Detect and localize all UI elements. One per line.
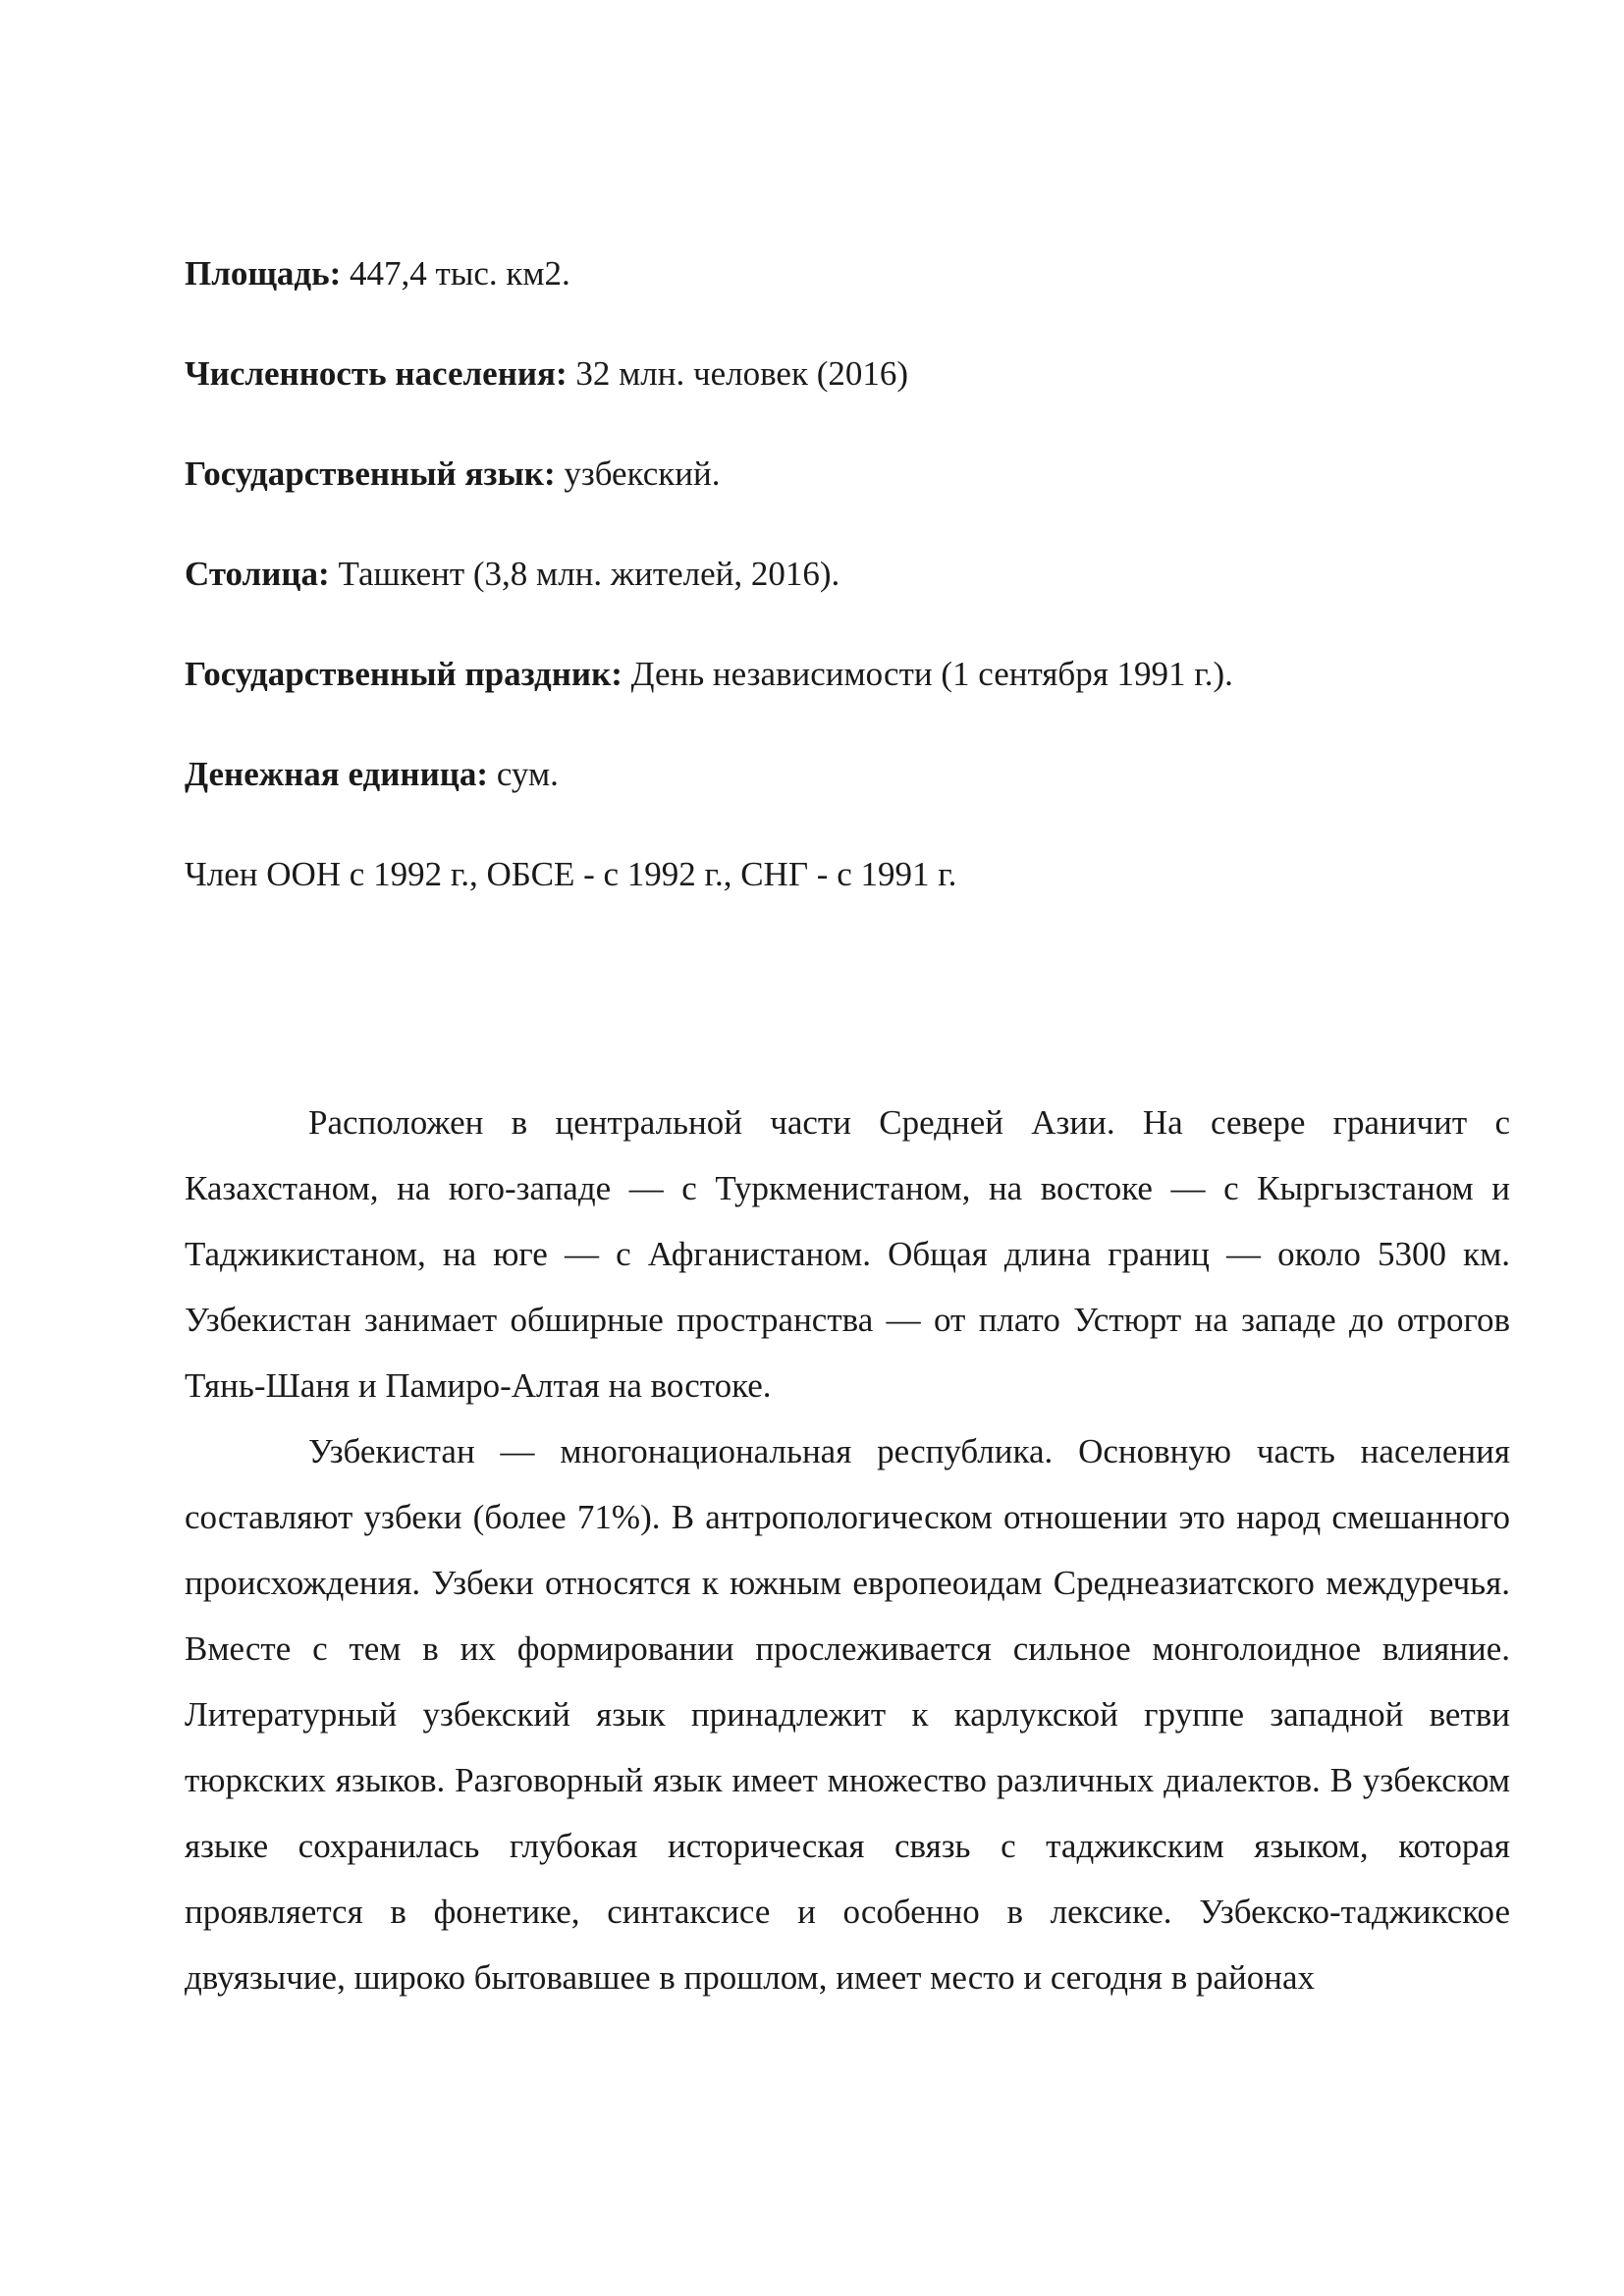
body-text [185, 1090, 1510, 2010]
fact-currency [185, 754, 1510, 795]
fact-label: Численность населения: [185, 354, 568, 393]
fact-label: Государственный праздник: [185, 655, 623, 693]
fact-capital [185, 554, 1510, 595]
fact-holiday [185, 654, 1510, 695]
fact-value: 32 млн. человек (2016) [567, 354, 909, 393]
paragraph-population: Узбекистан — многонациональная республика. Основную часть населения составляют узбеки (более 71%). В антропологическом отношении это народ смешанного происхождения. Узбеки относятся к южным европеоидам Среднеазиатского междуречья. Вместе с тем в их формировании прослеживается сильное монголоидное влияние. Литературный узбекский язык принадлежит к карлукской группе западной ветви тюркских языков. Разговорный язык имеет множество различных диалектов. В узбекском языке сохранилась глубокая историческая связь с таджикским языком, которая проявляется в фонетике, синтаксисе и особенно в лексике. Узбекско-таджикское двуязычие, широко бытовавшее в прошлом, имеет место и сегодня в районах [185, 1432, 1510, 1997]
fact-label: Государственный язык: [185, 454, 556, 493]
fact-value: День независимости (1 сентября 1991 г.). [622, 655, 1233, 693]
fact-label: Столица: [185, 555, 330, 593]
fact-value: Ташкент (3,8 млн. жителей, 2016). [329, 555, 840, 593]
fact-population [185, 353, 1510, 395]
fact-value: сум. [488, 755, 559, 793]
paragraph-geography: Расположен в центральной части Средней Азии. На севере граничит с Казахстаном, на юго-западе — с Туркменистаном, на востоке — с Кыргызстаном и Таджикистаном, на юге — с Афганистаном. Общая длина границ — около 5300 км. Узбекистан занимает обширные пространства — от плато Устюрт на западе до отрогов Тянь-Шаня и Памиро-Алтая на востоке. [185, 1103, 1510, 1405]
fact-value: узбекский. [555, 454, 721, 493]
fact-label: Площадь: [185, 254, 342, 293]
fact-area [185, 253, 1510, 294]
fact-value: 447,4 тыс. км2. [341, 254, 570, 293]
fact-language [185, 454, 1510, 495]
fact-membership: Член ООН с 1992 г., ОБСЕ - с 1992 г., СНГ - с 1991 г. [185, 855, 957, 893]
fact-label: Денежная единица: [185, 755, 489, 793]
facts-list [185, 253, 1510, 954]
